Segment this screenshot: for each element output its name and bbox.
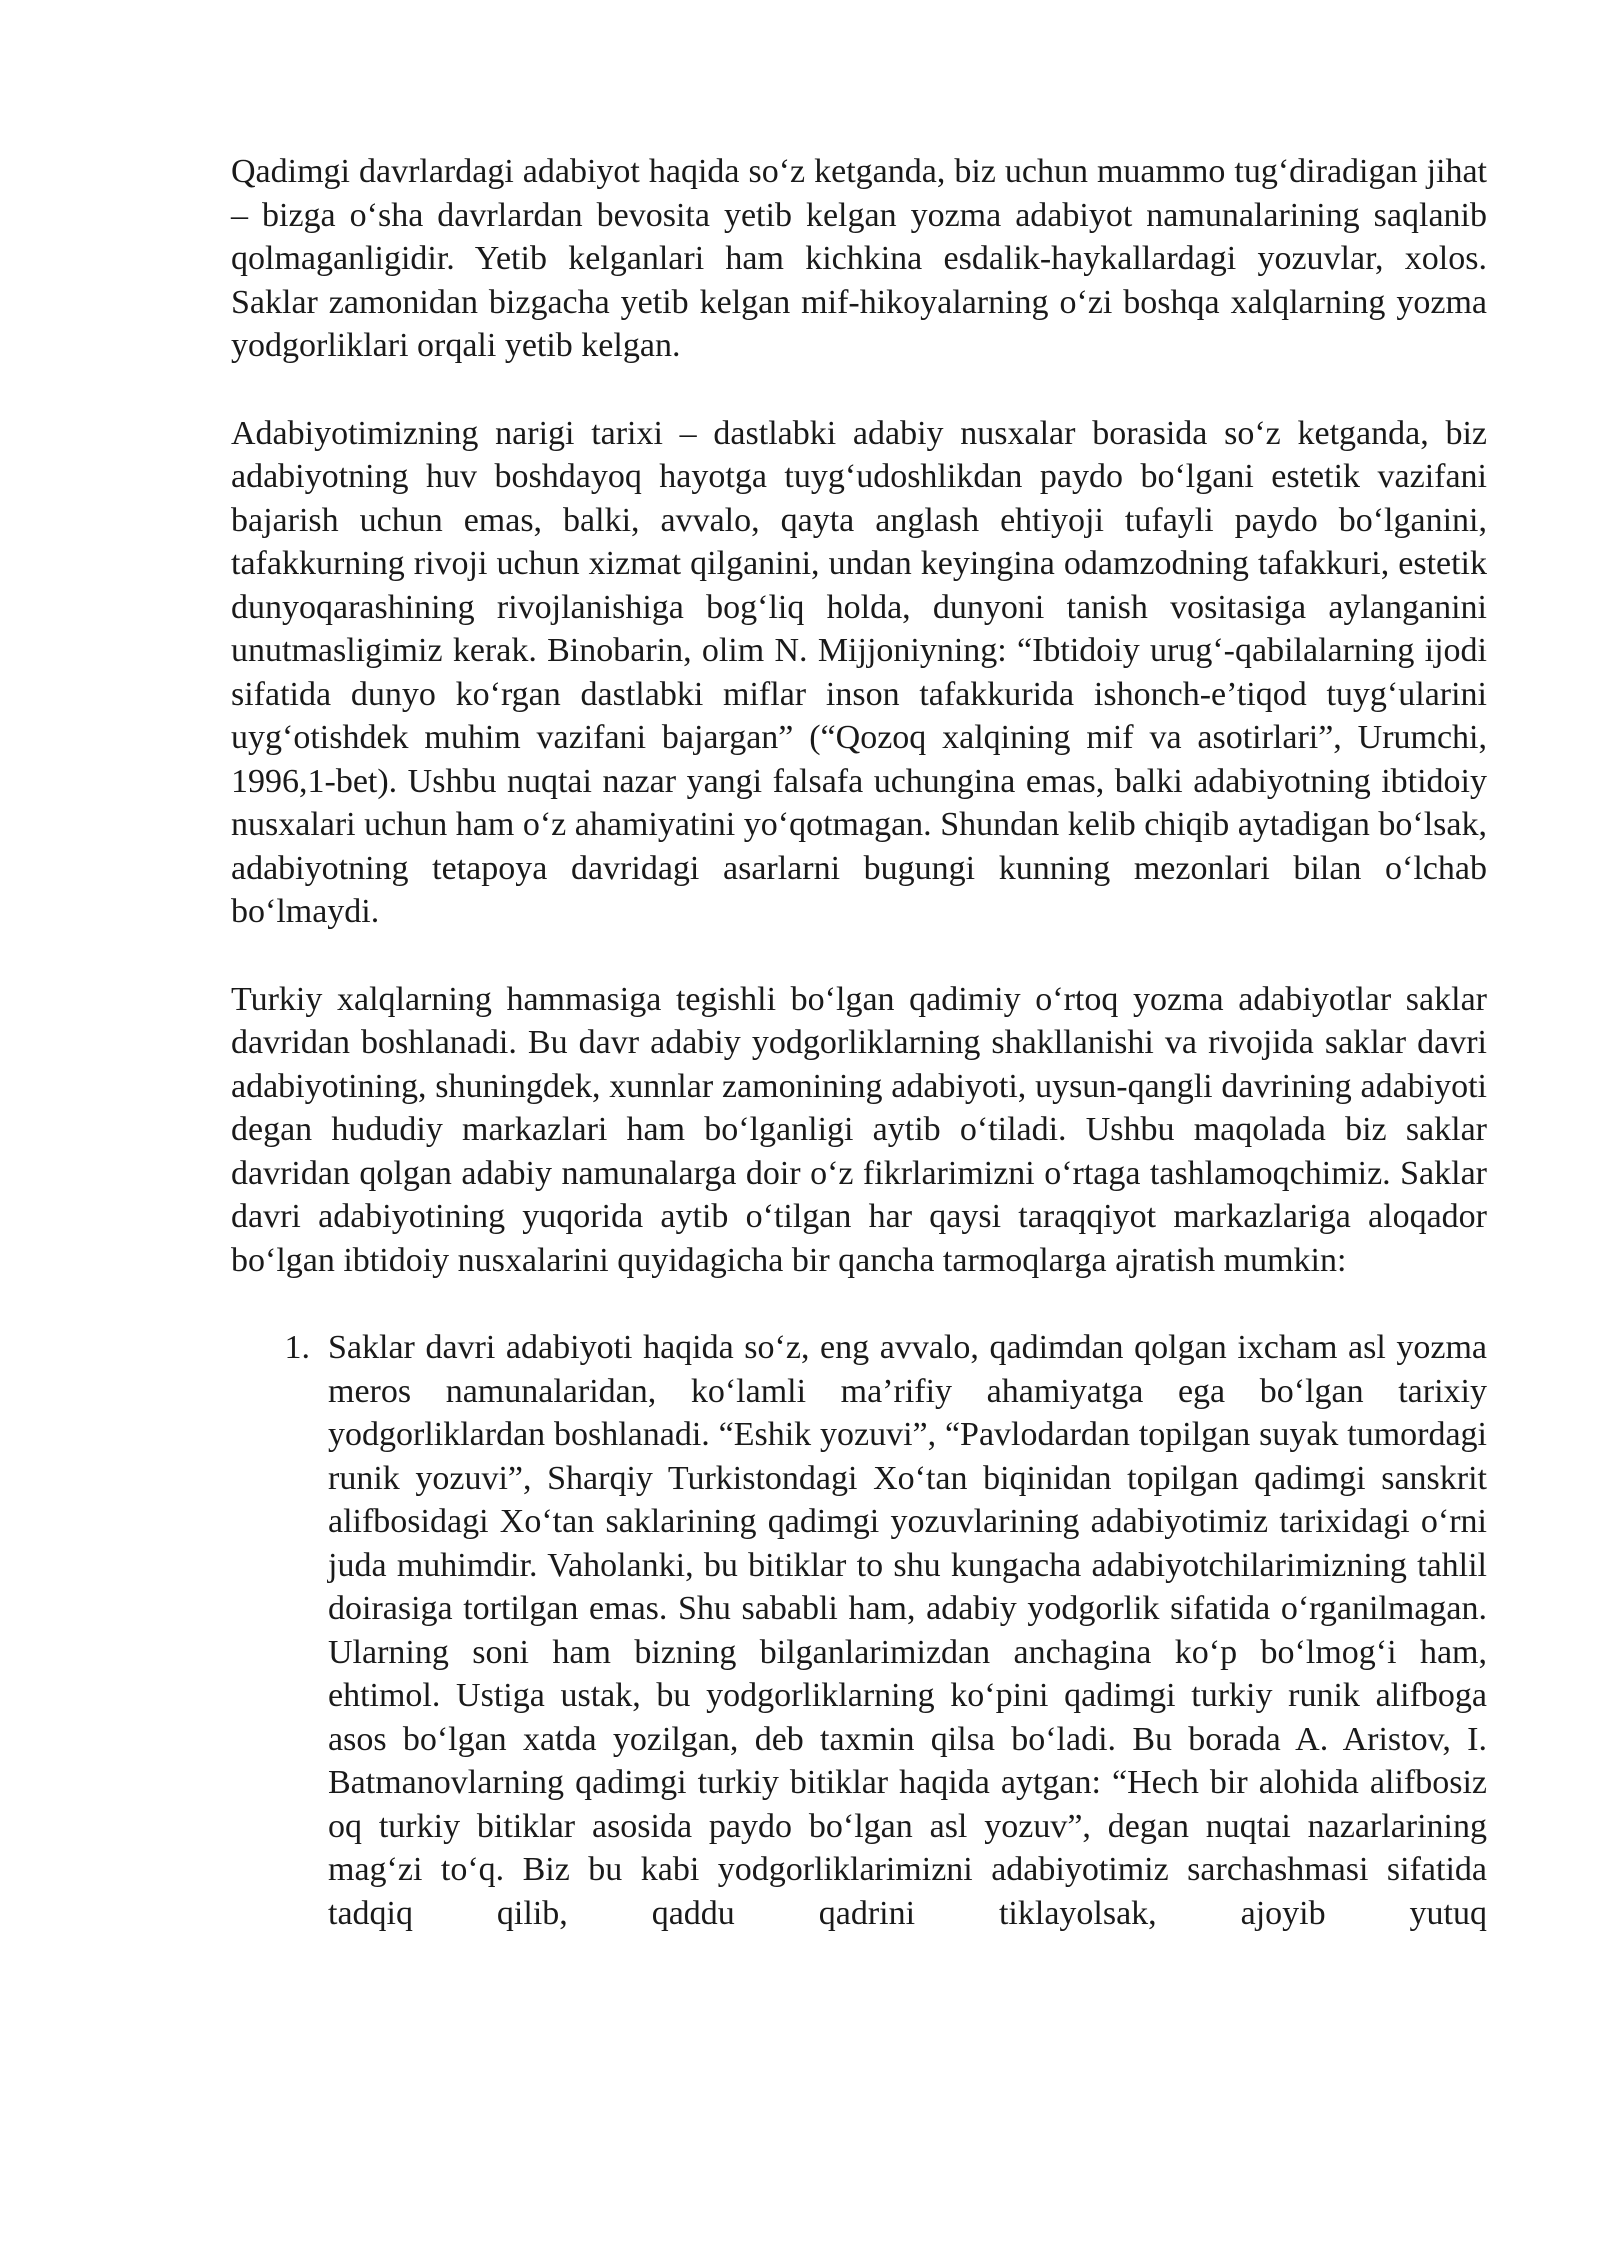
document-body [231,150,1487,1935]
list-item [231,1326,1487,1935]
list-item-number: 1. [284,1329,310,1366]
paragraph-3: Turkiy xalqlarning hammasiga tegishli bo‘lgan qadimiy o‘rtoq yozma adabiyotlar saklar davridan boshlanadi. Bu davr adabiy yodgorliklarning shakllanishi va rivojida saklar davri adabiyotining, shuningdek, xunnlar zamonining adabiyoti, uysun-qangli davrining adabiyoti degan hududiy markazlari ham bo‘lganligi aytib o‘tiladi. Ushbu maqolada biz saklar davridan qolgan adabiy namunalarga doir o‘z fikrlarimizni o‘rtaga tashlamoqchimiz. Saklar davri adabiyotining yuqorida aytib o‘tilgan har qaysi taraqqiyot markazlariga aloqador bo‘lgan ibtidoiy nusxalarini quyidagicha bir qancha tarmoqlarga ajratish mumkin: [231,980,1487,1279]
paragraph-2: Adabiyotimizning narigi tarixi – dastlabki adabiy nusxalar borasida so‘z ketganda, biz adabiyotning huv boshdayoq hayotga tuyg‘udoshlikdan paydo bo‘lgani estetik vazifani bajarish uchun emas, balki, avvalo, qayta anglash ehtiyoji tufayli paydo bo‘lganini, tafakkurning rivoji uchun xizmat qilganini, undan keyingina odamzodning tafakkuri, estetik dunyoqarashining rivojlanishiga bog‘liq holda, dunyoni tanish vositasiga aylanganini unutmasligimiz kerak. Binobarin, olim N. Mijjoniyning: “Ibtidoiy urug‘-qabilalarning ijodi sifatida dunyo ko‘rgan dastlabki miflar inson tafakkurida ishonch-e’tiqod tuyg‘ularini uyg‘otishdek muhim vazifani bajargan” (“Qozoq xalqining mif va asotirlari”, Urumchi, 1996,1-bet). Ushbu nuqtai nazar yangi falsafa uchungina emas, balki adabiyotning ibtidoiy nusxalari uchun ham o‘z ahamiyatini yo‘qotmagan. Shundan kelib chiqib aytadigan bo‘lsak, adabiyotning tetapoya davridagi asarlarni bugungi kunning mezonlari bilan o‘lchab bo‘lmaydi. [231,414,1487,930]
numbered-list [231,1326,1487,1935]
list-item-text: Saklar davri adabiyoti haqida so‘z, eng avvalo, qadimdan qolgan ixcham asl yozma meros namunalaridan, ko‘lamli ma’rifiy ahamiyatga ega bo‘lgan tarixiy yodgorliklardan boshlanadi. “Eshik yozuvi”, “Pavlodardan topilgan suyak tumordagi runik yozuvi”, Sharqiy Turkistondagi Xo‘tan biqinidan topilgan qadimgi sanskrit alifbosidagi Xo‘tan saklarining qadimgi yozuvlarining adabiyotimiz tarixidagi o‘rni juda muhimdir. Vaholanki, bu bitiklar to shu kungacha adabiyotchilarimizning tahlil doirasiga tortilgan emas. Shu sababli ham, adabiy yodgorlik sifatida o‘rganilmagan. Ularning soni ham bizning bilganlarimizdan anchagina ko‘p bo‘lmog‘i ham, ehtimol. Ustiga ustak, bu yodgorliklarning ko‘pini qadimgi turkiy runik alifboga asos bo‘lgan xatda yozilgan, deb taxmin qilsa bo‘ladi. Bu borada A. Aristov, I. Batmanovlarning qadimgi turkiy bitiklar haqida aytgan: “Hech bir alohida alifbosiz oq turkiy bitiklar asosida paydo bo‘lgan asl yozuv”, degan nuqtai nazarlarining mag‘zi to‘q. Biz bu kabi yodgorliklarimizni adabiyotimiz sarchashmasi sifatida tadqiq qilib, qaddu qadrini tiklayolsak, ajoyib yutuq [328,1329,1487,1932]
paragraph-1: Qadimgi davrlardagi adabiyot haqida so‘z ketganda, biz uchun muammo tug‘diradigan jihat – bizga o‘sha davrlardan bevosita yetib kelgan yozma adabiyot namunalarining saqlanib qolmaganligidir. Yetib kelganlari ham kichkina esdalik-haykallardagi yozuvlar, xolos. Saklar zamonidan bizgacha yetib kelgan mif-hikoyalarning o‘zi boshqa xalqlarning yozma yodgorliklari orqali yetib kelgan. [231,153,1487,364]
